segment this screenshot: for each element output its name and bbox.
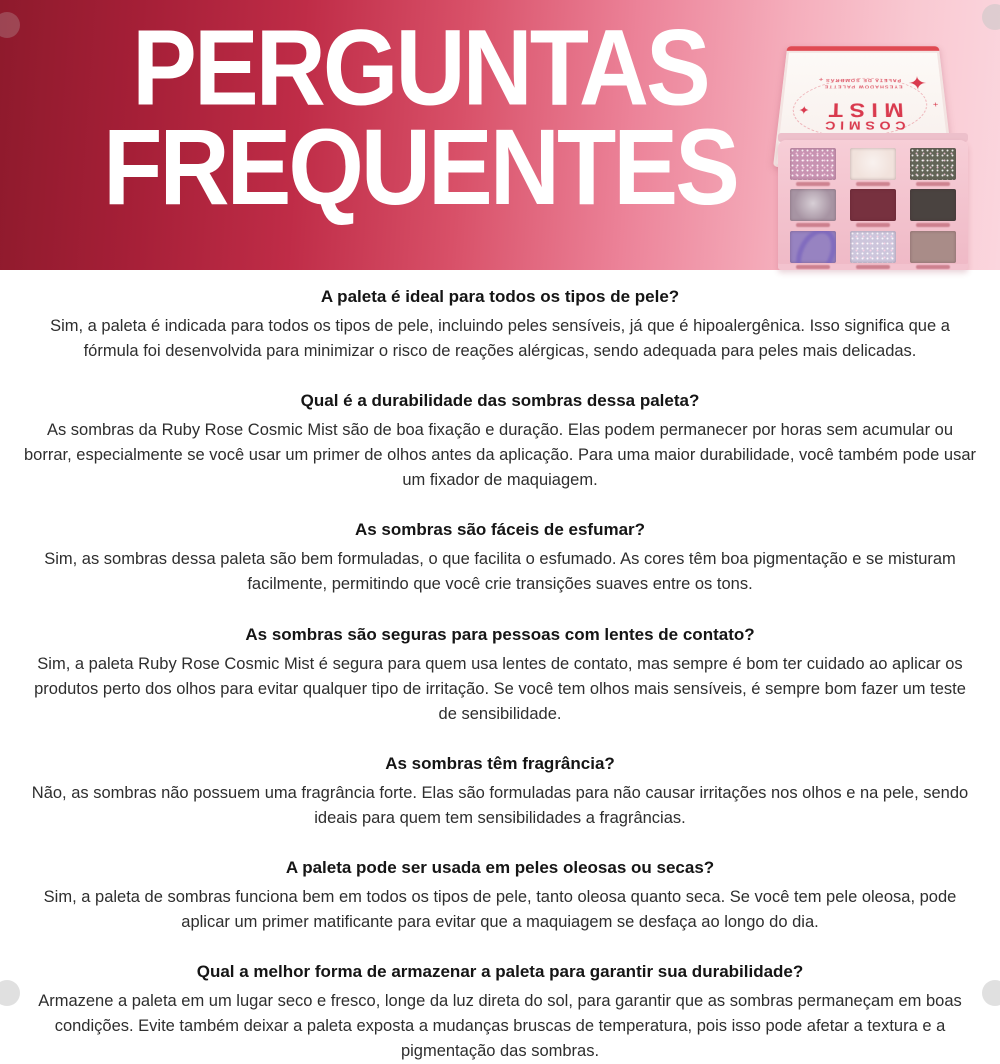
shade-label bbox=[856, 182, 890, 186]
product-name-cosmic: COSMIC bbox=[820, 118, 906, 133]
corner-artifact bbox=[0, 980, 20, 1006]
eyeshadow-pan bbox=[910, 231, 956, 263]
eyeshadow-pan-cell bbox=[910, 231, 956, 270]
faq-section bbox=[24, 270, 976, 1064]
faq-answer: Não, as sombras não possuem uma fragrância forte. Elas são formuladas para não causar irritações nos olhos e na pele, sendo ideais para quem tem sensibilidades a fragrâncias. bbox=[31, 783, 969, 827]
shade-label bbox=[796, 182, 830, 186]
header-banner bbox=[0, 0, 1000, 270]
eyeshadow-pan bbox=[790, 231, 836, 263]
eyeshadow-pan-cell bbox=[850, 189, 896, 228]
product-name-mist: MIST bbox=[821, 98, 905, 121]
faq-answer: Sim, as sombras dessa paleta são bem formuladas, o que facilita o esfumado. As cores têm boa pigmentação e se misturam facilmente, permitindo que você crie transições suaves entre os tons. bbox=[44, 550, 956, 594]
faq-item bbox=[24, 520, 976, 597]
faq-item bbox=[24, 754, 976, 831]
eyeshadow-pan bbox=[790, 148, 836, 180]
palette-base bbox=[778, 140, 968, 270]
faq-answer: Sim, a paleta de sombras funciona bem em todos os tipos de pele, tanto oleosa quanto seca. Se você tem pele oleosa, pode aplicar um primer matificante para evitar que a maquiagem se desfaça ao longo do dia. bbox=[43, 887, 957, 932]
eyeshadow-pan bbox=[910, 148, 956, 180]
shade-label bbox=[796, 223, 830, 227]
sparkle-plus-icon: + bbox=[818, 76, 824, 84]
faq-question: A paleta pode ser usada em peles oleosas ou secas? bbox=[285, 857, 715, 877]
shade-label bbox=[916, 265, 950, 269]
eyeshadow-pan-cell bbox=[850, 148, 896, 187]
eyeshadow-pan bbox=[850, 231, 896, 263]
shade-label bbox=[796, 265, 830, 269]
eyeshadow-pan-cell bbox=[910, 148, 956, 187]
eyeshadow-pan-cell bbox=[790, 231, 836, 270]
page-title-line2: FREQUENTES bbox=[103, 106, 737, 228]
sparkle-star-icon: ✦ bbox=[797, 104, 811, 118]
faq-answer: As sombras da Ruby Rose Cosmic Mist são de boa fixação e duração. Elas podem permanecer por horas sem acumular ou borrar, especialmente se você usar um primer de olhos antes da aplicação. Para uma maior durabilidade, você também pode usar um fixador de maquiagem. bbox=[24, 421, 977, 490]
product-subtitle: EYESHADOW PALETTE PALETA DE SOMBRAS bbox=[823, 77, 903, 89]
faq-answer: Armazene a paleta em um lugar seco e fresco, longe da luz direta do sol, para garantir que as sombras permaneçam em boas condições. Evite também deixar a paleta exposta a mudanças bruscas de temperatura, pois isso pode afetar a textura e a pigmentação das sombras. bbox=[38, 992, 962, 1061]
faq-item bbox=[24, 287, 976, 364]
eyeshadow-pan-cell bbox=[910, 189, 956, 228]
corner-artifact bbox=[982, 980, 1000, 1006]
faq-item bbox=[24, 962, 976, 1064]
page-title-line1: PERGUNTAS bbox=[132, 7, 708, 129]
eyeshadow-pan-cell bbox=[850, 231, 896, 270]
eyeshadow-pan-cell bbox=[790, 189, 836, 228]
faq-question: Qual a melhor forma de armazenar a paleta para garantir sua durabilidade? bbox=[196, 962, 804, 982]
shade-label bbox=[856, 265, 890, 269]
faq-item bbox=[24, 858, 976, 935]
faq-answer: Sim, a paleta é indicada para todos os tipos de pele, incluindo peles sensíveis, já que é hipoalergênica. Isso significa que a fórmula foi desenvolvida para minimizar o risco de reações alérgicas, sendo adequada para peles mais delicadas. bbox=[50, 317, 950, 361]
sparkle-star-icon: ✦ bbox=[906, 72, 929, 95]
faq-item bbox=[24, 391, 976, 493]
eyeshadow-pan bbox=[850, 189, 896, 221]
faq-answer: Sim, a paleta Ruby Rose Cosmic Mist é segura para quem usa lentes de contato, mas sempre é bom ter cuidado ao aplicar os produtos perto dos olhos para evitar qualquer tipo de irritação. Se você tem olhos mais sensíveis, é sempre bom fazer um teste de sensibilidade. bbox=[34, 654, 966, 723]
shade-label bbox=[916, 182, 950, 186]
sparkle-plus-icon: + bbox=[932, 101, 939, 110]
eyeshadow-pan-cell bbox=[790, 148, 836, 187]
faq-question: As sombras são seguras para pessoas com lentes de contato? bbox=[245, 624, 755, 644]
product-photo-eyeshadow-palette bbox=[745, 0, 1000, 270]
faq-item bbox=[24, 625, 976, 727]
eyeshadow-pan bbox=[910, 189, 956, 221]
eyeshadow-pan bbox=[790, 189, 836, 221]
faq-question: As sombras são fáceis de esfumar? bbox=[354, 520, 646, 540]
faq-question: As sombras têm fragrância? bbox=[385, 753, 615, 773]
faq-question: Qual é a durabilidade das sombras dessa paleta? bbox=[300, 391, 700, 411]
shade-label bbox=[916, 223, 950, 227]
faq-question: A paleta é ideal para todos os tipos de pele? bbox=[320, 287, 680, 306]
eyeshadow-pan bbox=[850, 148, 896, 180]
page-title bbox=[51, 7, 788, 228]
shade-label bbox=[856, 223, 890, 227]
